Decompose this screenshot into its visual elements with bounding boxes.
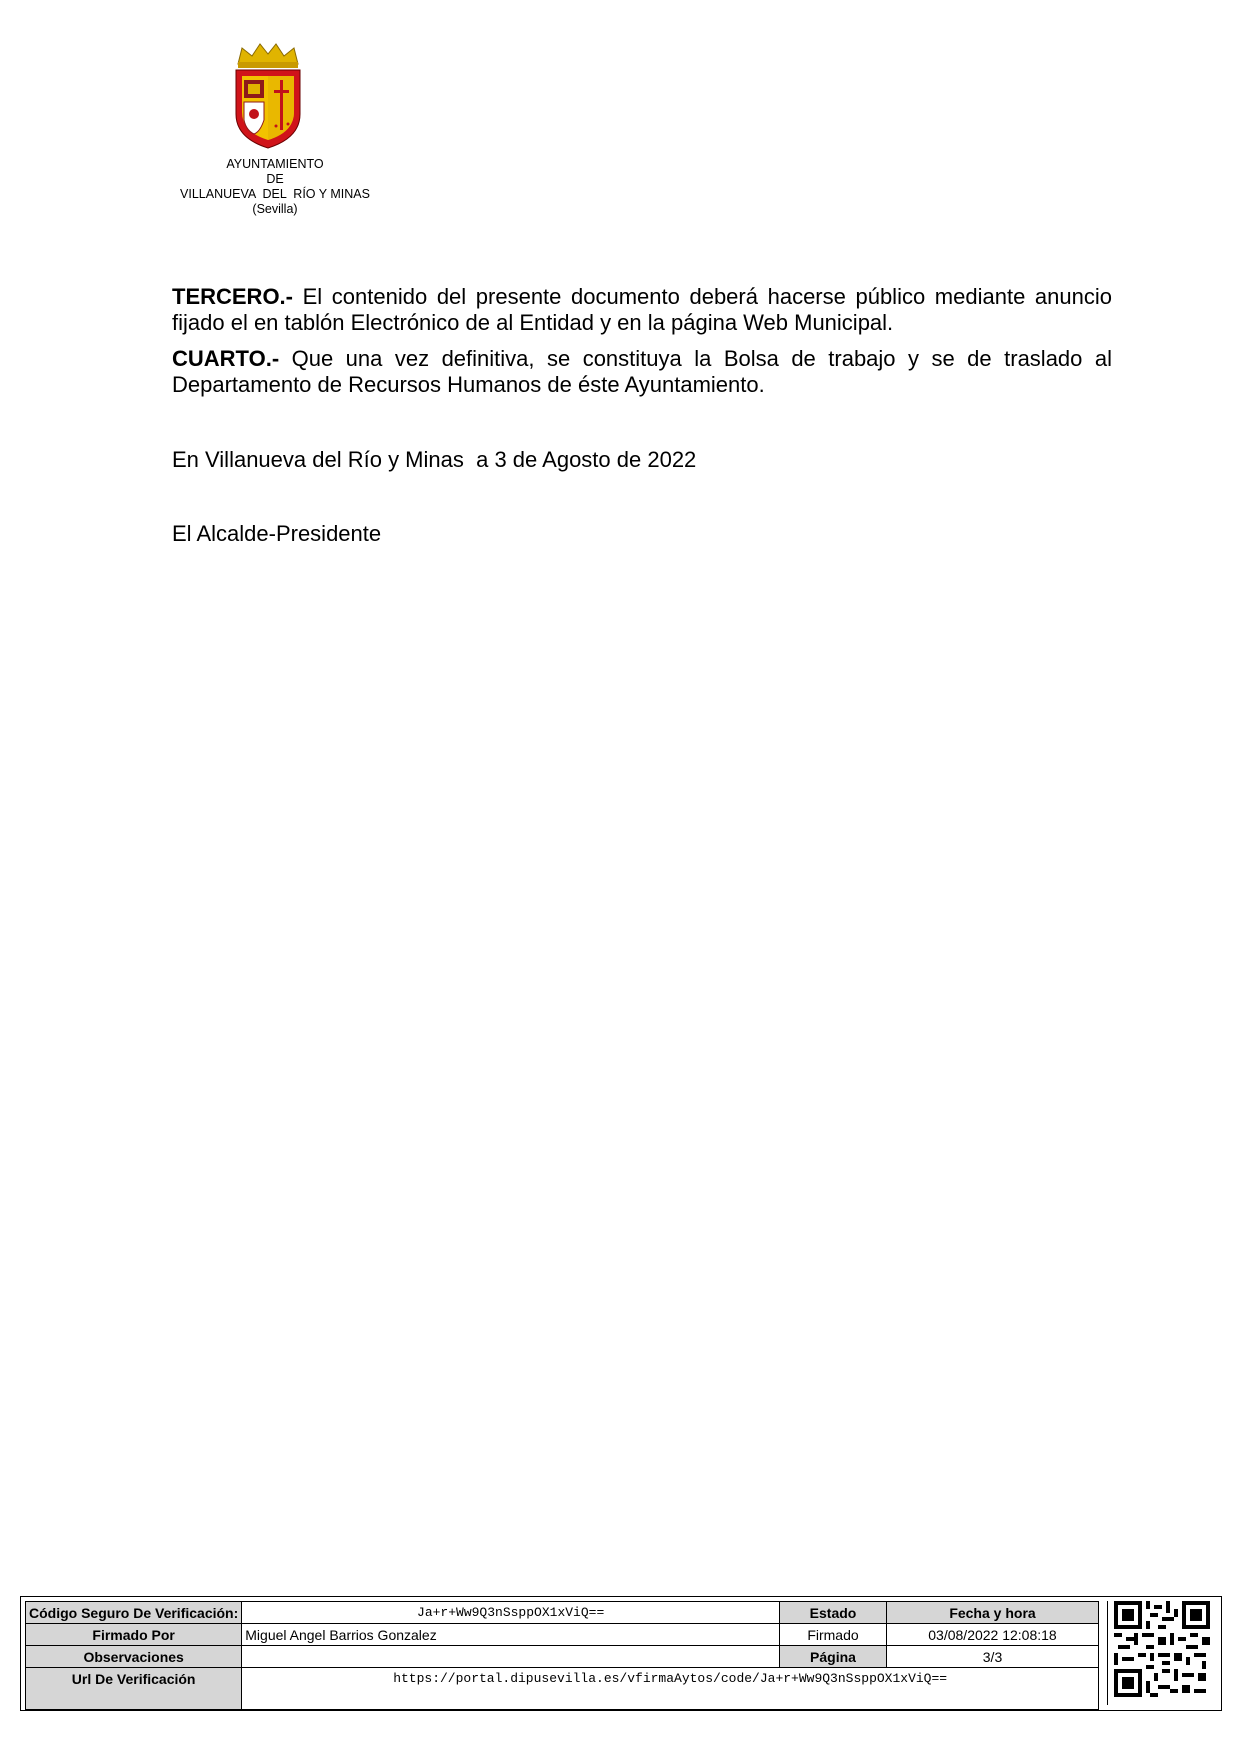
csv-label: Código Seguro De Verificación: bbox=[26, 1602, 242, 1624]
qr-code-icon bbox=[1107, 1601, 1211, 1705]
estado-value: Firmado bbox=[780, 1624, 887, 1646]
cuarto-label: CUARTO.- bbox=[172, 346, 280, 371]
verification-footer bbox=[20, 1596, 1222, 1711]
csv-value: Ja+r+Ww9Q3nSsppOX1xViQ== bbox=[242, 1602, 780, 1624]
signer-title: El Alcalde-Presidente bbox=[172, 521, 382, 546]
table-row bbox=[26, 1668, 1099, 1710]
header-line-4: (Sevilla) bbox=[252, 202, 298, 216]
table-row bbox=[26, 1646, 1099, 1668]
header-line-2: DE bbox=[266, 172, 284, 186]
firmado-por-value: Miguel Angel Barrios Gonzalez bbox=[242, 1624, 780, 1646]
tercero-label: TERCERO.- bbox=[172, 284, 293, 309]
fecha-value: 03/08/2022 12:08:18 bbox=[887, 1624, 1099, 1646]
table-row bbox=[26, 1624, 1099, 1646]
tercero-text: El contenido del presente documento deberá hacerse público mediante anuncio fijado el en tablón Electrónico de al Entidad y en la página Web Municipal. bbox=[172, 284, 1112, 335]
header-line-3: VILLANUEVA DEL RÍO Y MINAS bbox=[180, 187, 370, 201]
url-value[interactable]: https://portal.dipusevilla.es/vfirmaAytos/code/Ja+r+Ww9Q3nSsppOX1xViQ== bbox=[242, 1668, 1099, 1710]
table-row bbox=[26, 1602, 1099, 1624]
tercero-paragraph bbox=[172, 284, 1112, 336]
url-label: Url De Verificación bbox=[26, 1668, 242, 1710]
header-line-1: AYUNTAMIENTO bbox=[226, 157, 324, 171]
cuarto-paragraph bbox=[172, 346, 1112, 398]
pagina-label: Página bbox=[780, 1646, 887, 1668]
municipality-header bbox=[165, 157, 385, 217]
pagina-value: 3/3 bbox=[887, 1646, 1099, 1668]
cuarto-text: Que una vez definitiva, se constituya la Bolsa de trabajo y se de traslado al Departamento de Recursos Humanos de éste Ayuntamiento. bbox=[172, 346, 1112, 397]
verification-table bbox=[25, 1601, 1099, 1710]
firmado-por-label: Firmado Por bbox=[26, 1624, 242, 1646]
observaciones-label: Observaciones bbox=[26, 1646, 242, 1668]
fecha-label: Fecha y hora bbox=[887, 1602, 1099, 1624]
estado-label: Estado bbox=[780, 1602, 887, 1624]
place-date: En Villanueva del Río y Minas a 3 de Agosto de 2022 bbox=[172, 447, 697, 472]
observaciones-value bbox=[242, 1646, 780, 1668]
coat-of-arms-icon bbox=[232, 40, 304, 152]
